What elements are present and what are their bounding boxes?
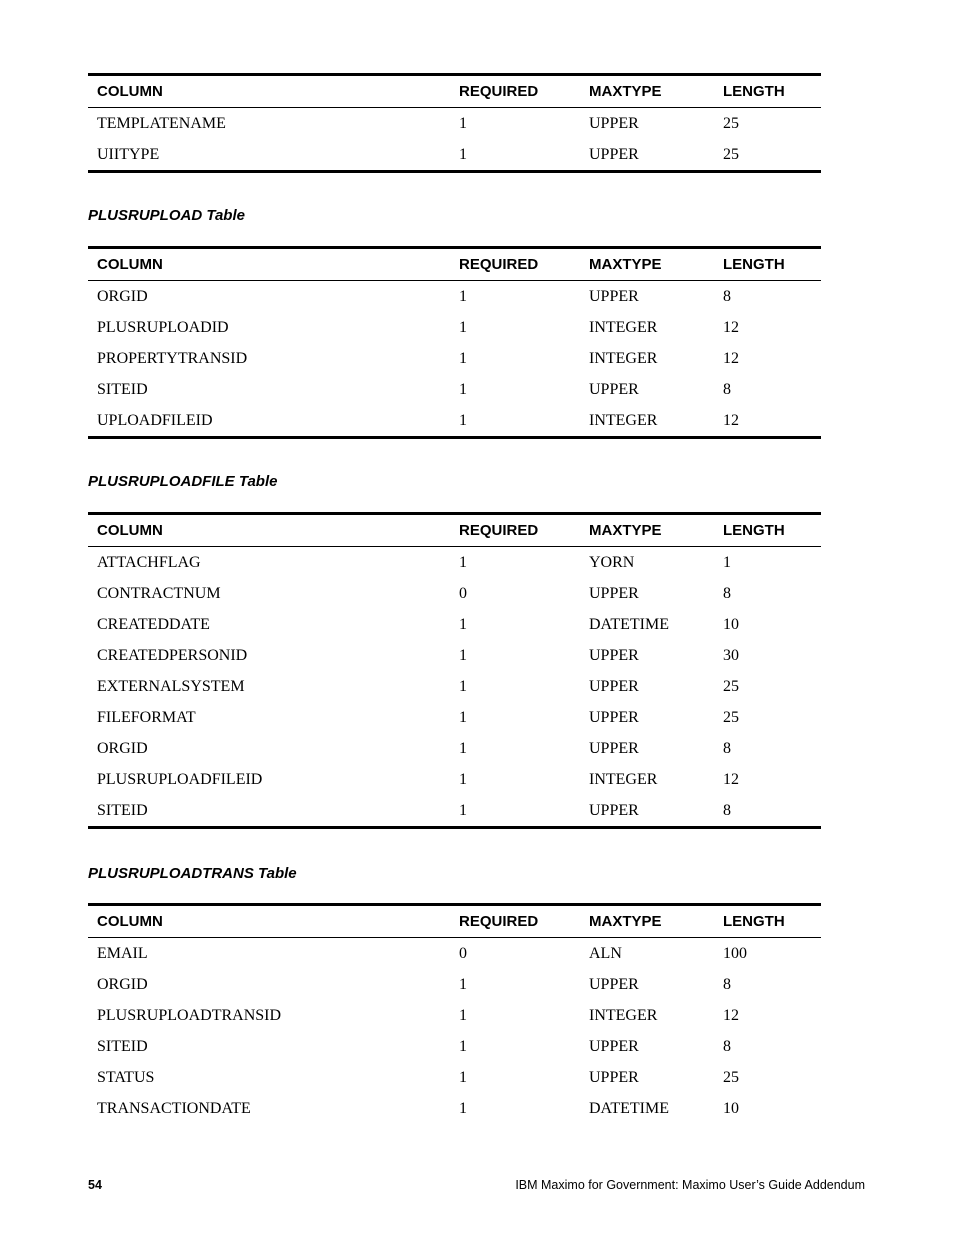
table-body bbox=[88, 108, 821, 170]
cell-length: 25 bbox=[723, 145, 739, 163]
table-header-row bbox=[88, 906, 821, 938]
cell-maxtype: UPPER bbox=[589, 708, 639, 726]
cell-length: 12 bbox=[723, 318, 739, 336]
cell-column: ORGID bbox=[97, 739, 148, 757]
table-row bbox=[88, 938, 821, 969]
cell-maxtype: UPPER bbox=[589, 677, 639, 695]
table-plusruploadtrans bbox=[88, 903, 821, 1124]
cell-required: 1 bbox=[459, 1006, 467, 1024]
table-row bbox=[88, 139, 821, 170]
cell-required: 0 bbox=[459, 584, 467, 602]
table-row bbox=[88, 1093, 821, 1124]
cell-length: 12 bbox=[723, 770, 739, 788]
table-header-row bbox=[88, 515, 821, 547]
cell-column: EMAIL bbox=[97, 944, 148, 962]
header-required: REQUIRED bbox=[459, 522, 539, 539]
cell-maxtype: UPPER bbox=[589, 145, 639, 163]
cell-maxtype: INTEGER bbox=[589, 770, 658, 788]
header-maxtype: MAXTYPE bbox=[589, 256, 662, 273]
cell-column: CONTRACTNUM bbox=[97, 584, 221, 602]
table-plusrupload bbox=[88, 246, 821, 439]
cell-column: FILEFORMAT bbox=[97, 708, 196, 726]
cell-maxtype: UPPER bbox=[589, 584, 639, 602]
cell-maxtype: DATETIME bbox=[589, 1099, 669, 1117]
cell-required: 1 bbox=[459, 411, 467, 429]
cell-required: 1 bbox=[459, 1099, 467, 1117]
header-column: COLUMN bbox=[97, 83, 163, 100]
table-row bbox=[88, 374, 821, 405]
cell-column: EXTERNALSYSTEM bbox=[97, 677, 245, 695]
table-body bbox=[88, 547, 821, 826]
cell-maxtype: YORN bbox=[589, 553, 635, 571]
header-required: REQUIRED bbox=[459, 83, 539, 100]
cell-length: 12 bbox=[723, 349, 739, 367]
cell-maxtype: INTEGER bbox=[589, 318, 658, 336]
header-length: LENGTH bbox=[723, 256, 785, 273]
cell-column: UPLOADFILEID bbox=[97, 411, 213, 429]
table-row bbox=[88, 795, 821, 826]
header-maxtype: MAXTYPE bbox=[589, 522, 662, 539]
table-row bbox=[88, 640, 821, 671]
cell-length: 8 bbox=[723, 380, 731, 398]
table-row bbox=[88, 1000, 821, 1031]
cell-required: 1 bbox=[459, 380, 467, 398]
cell-length: 30 bbox=[723, 646, 739, 664]
page-number: 54 bbox=[88, 1178, 102, 1192]
cell-required: 1 bbox=[459, 615, 467, 633]
cell-column: ORGID bbox=[97, 975, 148, 993]
cell-length: 8 bbox=[723, 287, 731, 305]
cell-column: CREATEDPERSONID bbox=[97, 646, 248, 664]
header-length: LENGTH bbox=[723, 83, 785, 100]
cell-maxtype: INTEGER bbox=[589, 349, 658, 367]
cell-length: 8 bbox=[723, 584, 731, 602]
cell-length: 10 bbox=[723, 615, 739, 633]
table-row bbox=[88, 405, 821, 436]
table-row bbox=[88, 1062, 821, 1093]
cell-maxtype: UPPER bbox=[589, 1068, 639, 1086]
table-caption-plusruploadtrans: PLUSRUPLOADTRANS Table bbox=[88, 865, 297, 882]
header-maxtype: MAXTYPE bbox=[589, 913, 662, 930]
cell-column: PLUSRUPLOADID bbox=[97, 318, 229, 336]
table-body bbox=[88, 938, 821, 1124]
table-row bbox=[88, 671, 821, 702]
table-row bbox=[88, 343, 821, 374]
cell-column: UIITYPE bbox=[97, 145, 160, 163]
cell-required: 1 bbox=[459, 114, 467, 132]
cell-maxtype: UPPER bbox=[589, 380, 639, 398]
table-caption-plusruploadfile: PLUSRUPLOADFILE Table bbox=[88, 473, 278, 490]
cell-required: 1 bbox=[459, 145, 467, 163]
footer-title: IBM Maximo for Government: Maximo User’s Guide Addendum bbox=[515, 1178, 865, 1192]
cell-required: 1 bbox=[459, 553, 467, 571]
cell-length: 8 bbox=[723, 801, 731, 819]
cell-length: 25 bbox=[723, 677, 739, 695]
table-caption-plusrupload: PLUSRUPLOAD Table bbox=[88, 207, 245, 224]
cell-column: ORGID bbox=[97, 287, 148, 305]
cell-maxtype: UPPER bbox=[589, 801, 639, 819]
table-row bbox=[88, 281, 821, 312]
cell-maxtype: DATETIME bbox=[589, 615, 669, 633]
cell-maxtype: UPPER bbox=[589, 975, 639, 993]
cell-maxtype: UPPER bbox=[589, 1037, 639, 1055]
cell-length: 8 bbox=[723, 1037, 731, 1055]
cell-length: 1 bbox=[723, 553, 731, 571]
cell-required: 1 bbox=[459, 739, 467, 757]
cell-maxtype: INTEGER bbox=[589, 411, 658, 429]
cell-column: SITEID bbox=[97, 801, 148, 819]
cell-required: 1 bbox=[459, 349, 467, 367]
table-continuation bbox=[88, 73, 821, 173]
table-header-row bbox=[88, 76, 821, 108]
cell-length: 25 bbox=[723, 114, 739, 132]
cell-length: 8 bbox=[723, 739, 731, 757]
cell-column: PROPERTYTRANSID bbox=[97, 349, 248, 367]
header-column: COLUMN bbox=[97, 913, 163, 930]
cell-maxtype: UPPER bbox=[589, 287, 639, 305]
table-row bbox=[88, 108, 821, 139]
cell-required: 1 bbox=[459, 646, 467, 664]
cell-column: STATUS bbox=[97, 1068, 155, 1086]
cell-maxtype: UPPER bbox=[589, 739, 639, 757]
table-body bbox=[88, 281, 821, 436]
table-plusruploadfile bbox=[88, 512, 821, 829]
table-row bbox=[88, 312, 821, 343]
cell-maxtype: INTEGER bbox=[589, 1006, 658, 1024]
table-row bbox=[88, 547, 821, 578]
cell-length: 8 bbox=[723, 975, 731, 993]
table-row bbox=[88, 609, 821, 640]
cell-required: 1 bbox=[459, 770, 467, 788]
cell-column: SITEID bbox=[97, 1037, 148, 1055]
header-required: REQUIRED bbox=[459, 913, 539, 930]
cell-maxtype: ALN bbox=[589, 944, 622, 962]
cell-required: 1 bbox=[459, 708, 467, 726]
cell-maxtype: UPPER bbox=[589, 646, 639, 664]
cell-length: 12 bbox=[723, 1006, 739, 1024]
table-row bbox=[88, 578, 821, 609]
table-row bbox=[88, 702, 821, 733]
cell-required: 1 bbox=[459, 1068, 467, 1086]
cell-length: 12 bbox=[723, 411, 739, 429]
table-row bbox=[88, 1031, 821, 1062]
header-column: COLUMN bbox=[97, 522, 163, 539]
header-length: LENGTH bbox=[723, 522, 785, 539]
table-row bbox=[88, 969, 821, 1000]
header-required: REQUIRED bbox=[459, 256, 539, 273]
cell-length: 25 bbox=[723, 1068, 739, 1086]
table-row bbox=[88, 733, 821, 764]
cell-column: SITEID bbox=[97, 380, 148, 398]
cell-column: CREATEDDATE bbox=[97, 615, 210, 633]
header-length: LENGTH bbox=[723, 913, 785, 930]
cell-required: 1 bbox=[459, 801, 467, 819]
cell-length: 10 bbox=[723, 1099, 739, 1117]
cell-required: 1 bbox=[459, 1037, 467, 1055]
cell-required: 0 bbox=[459, 944, 467, 962]
header-column: COLUMN bbox=[97, 256, 163, 273]
table-row bbox=[88, 764, 821, 795]
cell-required: 1 bbox=[459, 677, 467, 695]
cell-column: TEMPLATENAME bbox=[97, 114, 226, 132]
cell-required: 1 bbox=[459, 975, 467, 993]
cell-required: 1 bbox=[459, 287, 467, 305]
cell-column: TRANSACTIONDATE bbox=[97, 1099, 251, 1117]
cell-length: 25 bbox=[723, 708, 739, 726]
cell-column: PLUSRUPLOADFILEID bbox=[97, 770, 263, 788]
cell-length: 100 bbox=[723, 944, 747, 962]
cell-column: ATTACHFLAG bbox=[97, 553, 201, 571]
cell-maxtype: UPPER bbox=[589, 114, 639, 132]
cell-column: PLUSRUPLOADTRANSID bbox=[97, 1006, 282, 1024]
header-maxtype: MAXTYPE bbox=[589, 83, 662, 100]
cell-required: 1 bbox=[459, 318, 467, 336]
table-header-row bbox=[88, 249, 821, 281]
